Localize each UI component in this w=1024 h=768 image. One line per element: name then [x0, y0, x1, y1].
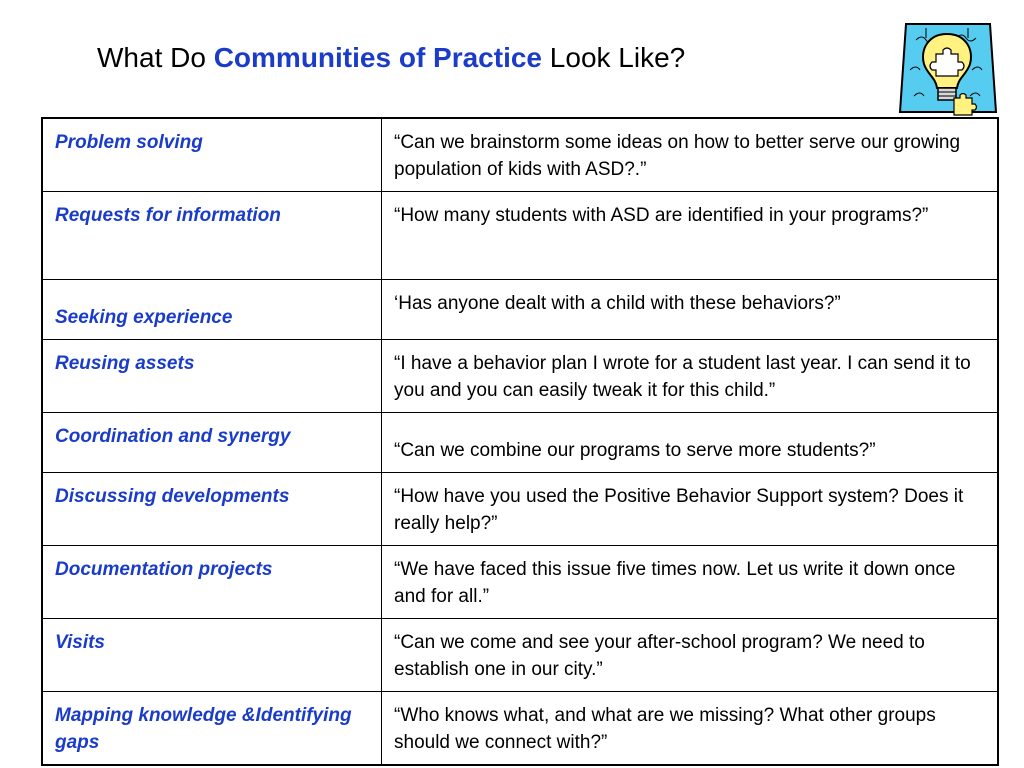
- page-title: [97, 42, 685, 74]
- category-cell: Problem solving: [42, 118, 382, 192]
- table-row: [42, 546, 998, 619]
- category-cell: Seeking experience: [42, 280, 382, 340]
- example-cell: “How have you used the Positive Behavior Support system? Does it really help?”: [382, 473, 999, 546]
- example-cell: “Can we combine our programs to serve more students?”: [382, 413, 999, 473]
- title-prefix: What Do: [97, 42, 214, 73]
- example-cell: “How many students with ASD are identified in your programs?”: [382, 192, 999, 280]
- example-cell: ‘Has anyone dealt with a child with these behaviors?”: [382, 280, 999, 340]
- category-cell: Mapping knowledge &Identifying gaps: [42, 692, 382, 766]
- example-cell: “Can we brainstorm some ideas on how to better serve our growing population of kids with ASD?.”: [382, 118, 999, 192]
- example-cell: “Can we come and see your after-school program? We need to establish one in our city.”: [382, 619, 999, 692]
- category-cell: Coordination and synergy: [42, 413, 382, 473]
- table-row: [42, 280, 998, 340]
- table-row: [42, 192, 998, 280]
- category-cell: Reusing assets: [42, 340, 382, 413]
- communities-table: [41, 117, 999, 766]
- category-cell: Requests for information: [42, 192, 382, 280]
- table-row: [42, 473, 998, 546]
- category-cell: Visits: [42, 619, 382, 692]
- table-row: [42, 413, 998, 473]
- title-suffix: Look Like?: [542, 42, 686, 73]
- table-row: [42, 340, 998, 413]
- example-cell: “I have a behavior plan I wrote for a student last year. I can send it to you and you can easily tweak it for this child.”: [382, 340, 999, 413]
- table-row: [42, 118, 998, 192]
- example-cell: “Who knows what, and what are we missing? What other groups should we connect with?”: [382, 692, 999, 766]
- example-cell: “We have faced this issue five times now. Let us write it down once and for all.”: [382, 546, 999, 619]
- lightbulb-puzzle-icon: [896, 20, 998, 116]
- category-cell: Documentation projects: [42, 546, 382, 619]
- category-cell: Discussing developments: [42, 473, 382, 546]
- table-row: [42, 619, 998, 692]
- title-highlight: Communities of Practice: [213, 42, 543, 73]
- table-row: [42, 692, 998, 766]
